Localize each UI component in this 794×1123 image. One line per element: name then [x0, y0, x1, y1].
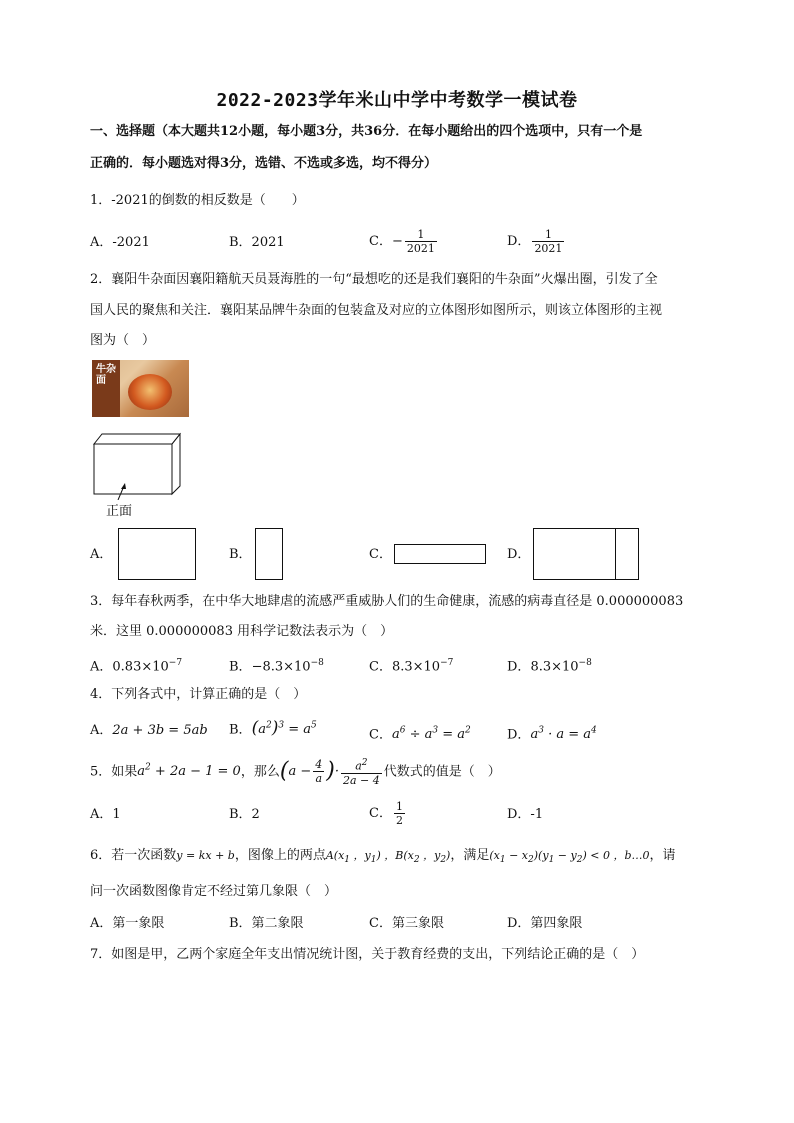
q2-option-a-label: A． [90, 547, 113, 562]
q5-stem-mid: ，那么 [240, 764, 280, 780]
q2-stem-line2: 国人民的聚焦和关注．襄阳某品牌牛杂面的包装盒及对应的立体图形如图所示，则该立体图形的主视 [90, 303, 663, 318]
q6-option-d: D．第四象限 [507, 916, 583, 931]
q2-option-d-label: D． [507, 547, 531, 562]
q1-option-d-denominator: 2021 [534, 242, 563, 255]
q1-option-c-prefix: C．− [369, 234, 403, 249]
q3-option-d-label: D． [507, 659, 531, 675]
q6-stem-line2: 问一次函数图像肯定不经过第几象限（ ） [90, 884, 338, 899]
q3-option-a-exponent: −7 [168, 658, 183, 668]
q5-option-d: D．-1 [507, 807, 544, 822]
q6-stem-line1 [90, 847, 676, 869]
q1-option-a: A．-2021 [90, 235, 150, 250]
q5-stem [90, 757, 501, 787]
q3-option-b-label: B． [229, 659, 252, 675]
section-instructions-line2: 正确的．每小题选对得3分，选错、不选或多选，均不得分） [90, 156, 438, 171]
q2-option-d-figure [532, 527, 640, 581]
q6-mid1: ，图像上的两点 [234, 848, 326, 863]
q1-option-d-numerator: 1 [532, 228, 564, 242]
front-view-label: 正面 [106, 504, 133, 519]
q4-option-d [507, 722, 597, 744]
q3-option-c-exponent: −7 [440, 658, 454, 668]
q5-option-a: A．1 [90, 807, 121, 822]
q4-option-b-label: B． [229, 722, 252, 738]
q6-function: y = kx + b [176, 849, 235, 862]
q5-option-c [369, 800, 407, 827]
q7-stem: 7．如图是甲，乙两个家庭全年支出情况统计图，关于教育经费的支出，下列结论正确的是（ ） [90, 947, 645, 962]
noodle-package-photo [92, 360, 189, 417]
q2-option-c-label: C． [369, 547, 392, 562]
page-title: 2022-2023学年米山中学中考数学一模试卷 [216, 90, 578, 111]
q5-option-c-num: 1 [395, 800, 403, 813]
q4-option-a-label: A． [90, 723, 113, 738]
q1-option-b: B．2021 [229, 235, 285, 250]
q6-condition: $(x_1 - x_2)(y_1 - y_2) < 0$ ，b…0 [489, 849, 650, 866]
q6-mid2: ，满足 [450, 848, 490, 863]
q5-frac2-den: 2a − 4 [342, 773, 380, 787]
q2-option-b-label: B． [229, 547, 252, 562]
q6-suffix: ，请 [649, 848, 676, 863]
q1-option-c [369, 228, 439, 255]
q6-prefix: 6．若一次函数 [90, 848, 177, 863]
q3-option-b-exponent: −8 [310, 658, 324, 668]
q5-frac2-num: $a^2$ [341, 757, 382, 774]
q5-stem-prefix: 5．如果 [90, 764, 138, 780]
q2-stem-line3: 图为（ ） [90, 333, 156, 348]
q5-condition: $a^2 + 2a - 1 = 0$ [137, 763, 241, 780]
q1-option-d [507, 228, 566, 255]
q1-option-c-denominator: 2021 [406, 242, 435, 255]
q2-option-a-figure [117, 527, 197, 581]
q3-option-a [90, 654, 182, 676]
q3-stem-line2: 米．这里 0.000000083 用科学记数法表示为（ ） [90, 624, 394, 639]
q3-option-c-label: C． [369, 659, 392, 675]
q5-stem-suffix: 代数式的值是（ ） [383, 764, 501, 780]
q1-option-c-numerator: 1 [405, 228, 437, 242]
q4-option-b [229, 717, 317, 739]
noodle-bowl-picture [128, 374, 172, 410]
q1-option-c-fraction [405, 228, 437, 255]
q3-stem-line1: 3．每年春秋两季，在中华大地肆虐的流感严重威胁人们的生命健康，流感的病毒直径是 0.000000083 [90, 594, 684, 609]
q2-option-c-figure [393, 543, 487, 565]
q3-option-d [507, 654, 592, 676]
q4-option-c [369, 722, 471, 744]
q5-option-b: B．2 [229, 807, 260, 822]
q3-option-d-base: 8.3×10 [530, 659, 579, 675]
q4-option-d-label: D． [507, 727, 531, 743]
q3-option-a-base: 0.83×10 [112, 659, 169, 675]
q6-option-b: B．第二象限 [229, 916, 304, 931]
q1-option-d-prefix: D． [507, 234, 531, 249]
q5-option-c-label: C． [369, 806, 392, 821]
q4-option-c-expr: $a^6 \div a^3 = a^2$ [391, 726, 471, 743]
q4-option-a [90, 722, 208, 740]
q1-option-d-fraction [532, 228, 564, 255]
q3-option-c-base: 8.3×10 [391, 659, 441, 675]
q6-points: $A(x_1$ ，$y_1$) ，$B(x_2$ ，$y_2$) [325, 849, 451, 866]
q5-frac1-num: 4 [315, 758, 323, 772]
q6-option-c: C．第三象限 [369, 916, 444, 931]
q6-option-a: A．第一象限 [90, 916, 165, 931]
section-instructions-line1: 一、选择题（本大题共12小题，每小题3分，共36分．在每小题给出的四个选项中，只有一个是 [90, 124, 643, 139]
q5-expression: (a − $\frac{4}{a}$ )· $\frac{a^2}{2a - 4}$ [279, 758, 380, 787]
q5-option-c-den: 2 [395, 814, 403, 827]
cuboid-figure [88, 430, 188, 500]
q4-option-d-expr: $a^3 \cdot a = a^4$ [530, 726, 597, 743]
q4-stem: 4．下列各式中，计算正确的是（ ） [90, 687, 307, 702]
q3-option-c [369, 654, 453, 676]
q1-stem: 1．-2021的倒数的相反数是（ ） [90, 193, 305, 208]
q3-option-a-label: A． [90, 659, 113, 675]
q2-stem-line1: 2．襄阳牛杂面因襄阳籍航天员聂海胜的一句“最想吃的还是我们襄阳的牛杂面”火爆出圈，引发了全 [90, 272, 658, 287]
q3-option-d-exponent: −8 [578, 658, 592, 668]
q2-option-b-figure [254, 527, 284, 581]
q4-option-a-expr: 2a + 3b = 5ab [112, 723, 208, 738]
q3-option-b-base: −8.3×10 [251, 659, 311, 675]
q4-option-c-label: C． [369, 727, 392, 743]
q3-option-b [229, 654, 324, 676]
q4-option-b-expr: $(a^2)^3 = a^5$ [251, 718, 317, 739]
package-text: 牛杂面 [96, 364, 116, 386]
q5-frac1-den: a [315, 772, 322, 786]
